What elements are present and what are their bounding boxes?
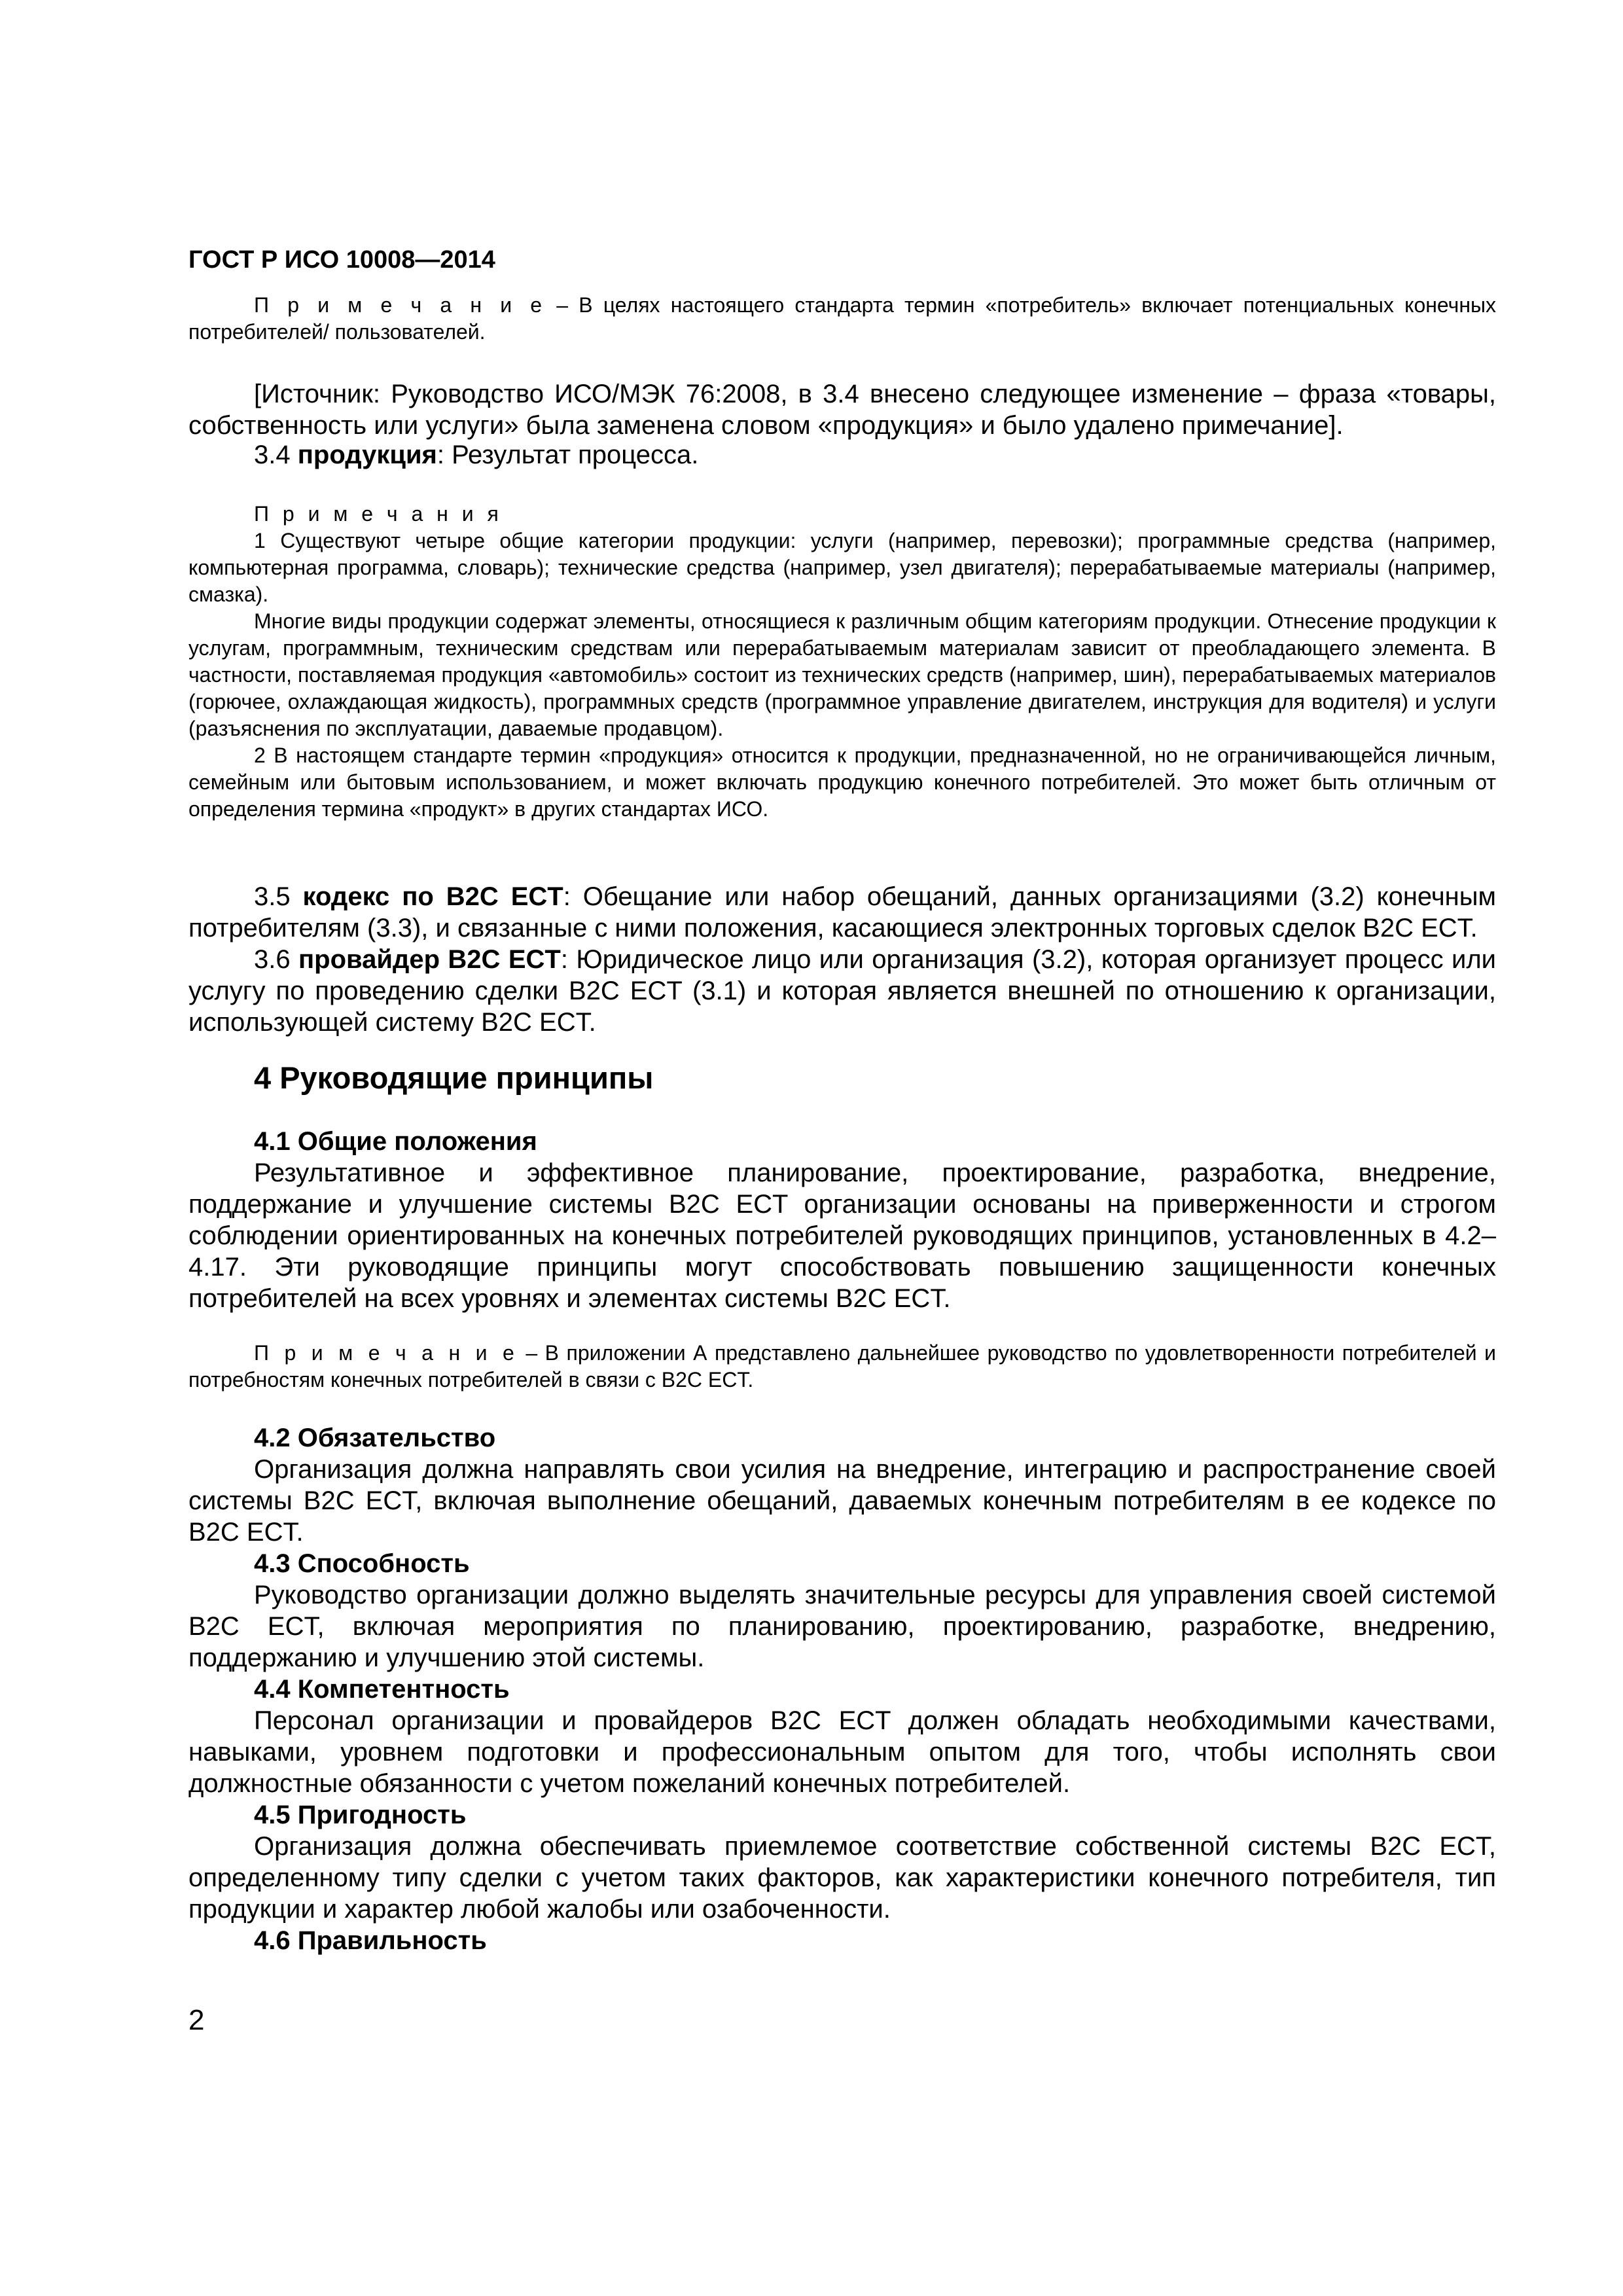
sections-4-2-to-4-6: [188, 1422, 1496, 1956]
subsection-text: Руководство организации должно выделять значительные ресурсы для управления своей системой B2C ECT, включая мероприятия по планированию, проектированию, разработке, внедрению, поддержанию и улучшению этой системы.: [188, 1581, 1496, 1672]
subsection-title: 4.6 Правильность: [254, 1926, 487, 1955]
note-2: 2 В настоящем стандарте термин «продукция» относится к продукции, предназначенной, но не ограничивающейся личным, семейным или бытовым использованием, и может включать продукцию конечного потребителей. Это может быть отличным от определения термина «продукт» в других стандартах ИСО.: [188, 744, 1496, 821]
subsection-title: 4.5 Пригодность: [254, 1801, 467, 1829]
document-header: ГОСТ Р ИСО 10008—2014: [188, 246, 495, 274]
source-reference: [188, 378, 1496, 441]
notes-label: П р и м е ч а н и я: [254, 502, 503, 526]
subsection-title: 4.2 Обязательство: [254, 1424, 496, 1452]
term-definition: : Юридическое лицо или организация (3.2), которая организует процесс или услугу по проведению сделки B2C ECT (3.1) и которая является внешней по отношению к организации, использующей систему B2C ECT.: [188, 945, 1496, 1037]
note-4-1: [188, 1340, 1496, 1393]
subsection-text: Организация должна направлять свои усилия на внедрение, интеграцию и распространение своей системы B2C ECT, включая выполнение обещаний, даваемых конечным потребителям в ее кодексе по B2C ECT.: [188, 1455, 1496, 1547]
subsection-text: Организация должна обеспечивать приемлемое соответствие собственной системы B2C ECT, определенному типу сделки с учетом таких факторов, как характеристики конечного потребителя, тип продукции и характер любой жалобы или озабоченности.: [188, 1832, 1496, 1924]
term-3-6: [188, 944, 1496, 1038]
term-3-5: [188, 881, 1496, 944]
note-label: П р и м е ч а н и е: [254, 293, 546, 317]
section-4-title: 4 Руководящие принципы: [254, 1060, 654, 1095]
notes-3-4: [188, 501, 1496, 823]
note-1: 1 Существуют четыре общие категории продукции: услуги (например, перевозки); программные средства (например, компьютерная программа, словарь); технические средства (например, узел двигателя); перерабатываемые материалы (например, смазка).: [188, 529, 1496, 606]
terms-3-5-3-6: [188, 881, 1496, 1038]
term-number: 3.6: [254, 945, 299, 974]
subsection-title: 4.1 Общие положения: [254, 1127, 537, 1156]
note-label: П р и м е ч а н и е: [254, 1341, 518, 1365]
note-text: – В приложении А представлено дальнейшее руководство по удовлетворенности потребителей и потребностям конечных потребителей в связи с B2C ECT.: [188, 1341, 1497, 1391]
source-text: [Источник: Руководство ИСО/МЭК 76:2008, в 3.4 внесено следующее изменение – фраза «товары, собственность или услуги» была заменена словом «продукция» и было удалено примечание].: [188, 380, 1496, 440]
subsection-text: Персонал организации и провайдеров B2C ECT должен обладать необходимыми качествами, навыками, уровнем подготовки и профессиональным опытом для того, чтобы исполнять свои должностные обязанности с учетом пожеланий конечных потребителей.: [188, 1706, 1496, 1798]
page-number: 2: [188, 2004, 205, 2036]
subsection-title: 4.3 Способность: [254, 1549, 470, 1578]
term-name: кодекс по B2C ECT: [302, 882, 563, 911]
term-definition: : Обещание или набор обещаний, данных организациями (3.2) конечным потребителям (3.3), и связанные с ними положения, касающиеся электронных торговых сделок B2C ECT.: [188, 882, 1497, 942]
note-terms-consumer: [188, 292, 1496, 346]
term-3-4: [188, 439, 1496, 471]
term-definition: : Результат процесса.: [437, 440, 699, 469]
note-1-continued: Многие виды продукции содержат элементы, относящиеся к различным общим категориям продукции. Отнесение продукции к услугам, программным, техническим средствам или перерабатываемым материалам зависит от преобладающего элемента. В частности, поставляемая продукция «автомобиль» состоит из технических средств (например, шин), перерабатываемых материалов (горючее, охлаждающая жидкость), программных средств (программное управление двигателем, инструкция для водителя) и услуги (разъяснения по эксплуатации, даваемые продавцом).: [188, 609, 1496, 740]
section-4-1: [188, 1126, 1496, 1314]
term-number: 3.5: [254, 882, 303, 911]
term-number: 3.4: [254, 440, 298, 469]
term-name: продукция: [297, 440, 437, 469]
term-name: провайдер B2C ECT: [298, 945, 561, 974]
subsection-title: 4.4 Компетентность: [254, 1675, 510, 1704]
note-text: – В целях настоящего стандарта термин «потребитель» включает потенциальных конечных потребителей/ пользователей.: [188, 293, 1497, 344]
subsection-text: Результативное и эффективное планирование, проектирование, разработка, внедрение, поддержание и улучшение системы B2C ECT организации основаны на приверженности и строгом соблюдении ориентированных на конечных потребителей руководящих принципов, установленных в 4.2–4.17. Эти руководящие принципы могут способствовать повышению защищенности конечных потребителей на всех уровнях и элементах системы B2C ECT.: [188, 1158, 1496, 1313]
